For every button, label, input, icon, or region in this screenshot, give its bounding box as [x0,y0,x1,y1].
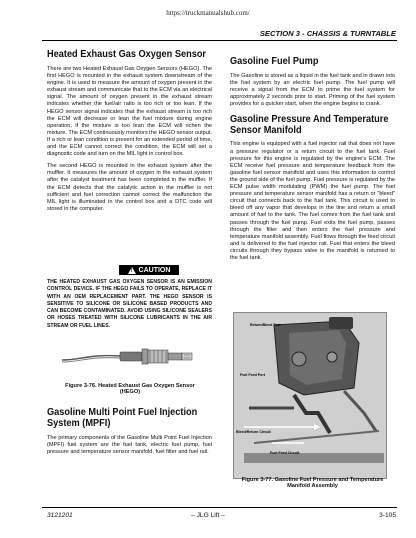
footer-rule [42,507,397,508]
left-column [47,49,212,213]
warning-triangle-icon: ! [128,267,136,274]
manifold-paragraph: This engine is equipped with a fuel injector rail that does not have a pressure regulator or a return circuit to the fuel tank. Fuel pressure for this engine is regulated by the engine's ECM. The ECM receive fuel pressure and temperature feedback from the gasoline fuel sensor manifold and uses this information to control the ground side of the fuel pump. Fuel pressure is regulated by the ECM pulse width modulating (PWM) the fuel pump. The fuel pressure and temperature sensor manifold has a return or "bleed" circuit that connects back to the fuel tank. This circuit is used to bleed off any vapor that develops in the line and return a small amount of fuel to the tank. The fuel comes from the fuel tank and passes through the fuel pump. Fuel exits the fuel pump, passes through the filter and then enters the fuel pressure and temperature manifold assembly. Fuel flows through the feed circuit and is delivered to the fuel injector rail. Fuel that enters the bleed circuits through they bypass valve in the manifold is returned to the fuel tank. [230,141,395,261]
header-rule [42,40,397,41]
right-column [230,56,395,262]
footer-page-number: 3-105 [379,512,396,519]
mpfi-paragraph: The primary components of the Gasoline Multi Point Fuel Injection (MPFI) fuel system are the fuel tank, electric fuel pump, fuel pressure and temperature sensor manifold, fuel filter and fuel rail. [47,435,212,456]
section-title: SECTION 3 - CHASSIS & TURNTABLE [259,29,396,38]
figure-3-76-caption: Figure 3-76. Heated Exhaust Gas Oxygen Sensor (HEGO) [65,383,195,395]
fuel-feed-port-label: Fuel Feed Port [240,373,265,377]
hego-paragraph-2: The second HEGO is mounted in the exhaust system after the muffler. It measures the amount of oxygen in the exhaust system after the catalyst treatment has been completed in the muffler. If the ECM detects that the catalytic action in the muffler is not sufficient and fuel correction cannot correct the malfunction the MIL light is illuminated in the control box and a DTC code will stored in the computer. [47,163,212,212]
caution-badge [119,265,179,275]
hego-heading: Heated Exhaust Gas Oxygen Sensor [47,49,207,60]
fuel-pump-heading: Gasoline Fuel Pump [230,56,319,67]
fuel-feed-circuit-label: Fuel Feed Circuit [270,451,300,455]
bleed-return-circuit-label: Bleed/Return Circuit [236,430,271,434]
figure-3-77-caption: Figure 3-77. Gasoline Fuel Pressure and Temperature Manifold Assembly [241,477,384,489]
manifold-heading: Gasoline Pressure And Temperature Sensor Manifold [230,114,389,137]
hego-paragraph-1: There are two Heated Exhaust Gas Oxygen Sensors (HEGO). The first HEGO is mounted in the exhaust system downstream of the engine. It is used to measure the amount of oxygen present in the exhaust stream and communicate that to the ECM via an electrical signal. The amount of oxygen present in the exhaust stream indicates whether the fuel/air ratio is too rich or too lean. If the HEGO sensor signal indicates that the exhaust stream is too rich the ECM will decrease or lean the fuel mixture during engine operation, if the mixture is too lean the ECM will richen the mixture. The ECM continuously monitors the HEGO sensor output. If a rich or lean condition is present for an extended period of time, and the ECM cannot correct the condition, the ECM will set a diagnostic code and turn on the MIL light in control box. [47,66,212,158]
footer-brand: – JLG Lift – [191,512,225,519]
source-url: https://truckmanualshub.com/ [166,9,250,17]
caution-label: CAUTION [138,266,171,274]
manifold-illustration [234,313,386,478]
left-column-bottom [47,407,212,456]
hego-sensor-image [60,338,205,374]
return-bleed-port-label: Return/Bleed Port [250,323,281,327]
fuel-pump-paragraph: The Gasoline is stored as a liquid in the fuel tank and in drawn into the fuel system by an electric fuel pump. The fuel pump will receive a signal from the ECM to prime the fuel system for approximately 2 seconds prior to start. Priming of the fuel system provides for a quicker start, when the engine begins to crank. [230,73,395,108]
mpfi-heading: Gasoline Multi Point Fuel Injection System (MPFI) [47,407,198,429]
footer-doc-number: 3121201 [47,512,73,519]
manifold-photo [233,312,387,479]
caution-text: THE HEATED EXHAUST GAS OXYGEN SENSOR IS AN EMISSION CONTROL DEVICE. IF THE HEGO FAILS TO OPERATE, REPLACE IT WITH AN OEM REPLACEMENT PART. THE HEGO SENSOR IS SENSITIVE TO SILICONE OR SILICONE BASED PRODUCTS AND CAN BECOME CONTAMINATED. AVOID USING SILICONE SEALERS OR HOSES TREATED WITH SILICONE LUBRICANTS IN THE AIR STREAM OR FUEL LINES. [47,279,212,329]
